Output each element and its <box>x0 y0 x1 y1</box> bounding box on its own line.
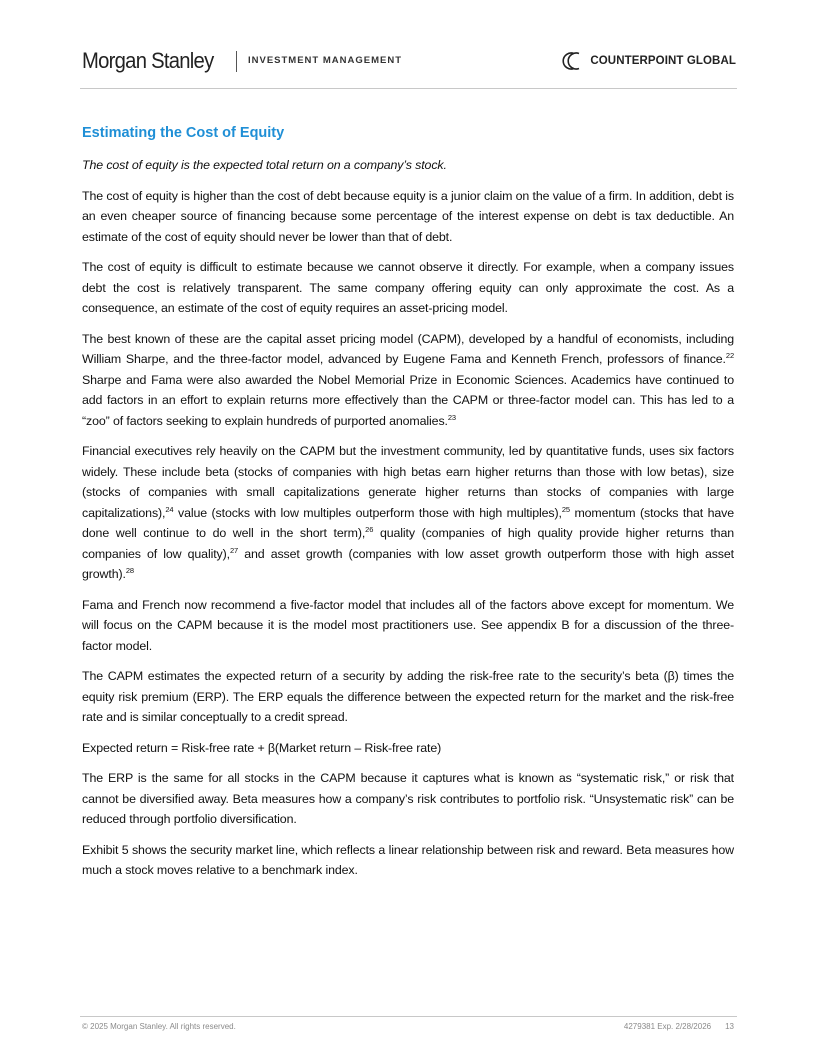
footnote-ref[interactable]: 25 <box>561 504 570 514</box>
paragraph-1: The cost of equity is higher than the cost of debt because equity is a junior claim on the value of a firm. In addition, debt is an even cheaper source of financing because some percentage of the interest expense on debt is tax deductible. An estimate of the cost of equity should never be lower than that of debt. <box>82 188 734 244</box>
paragraph-7: The ERP is the same for all stocks in the CAPM because it captures what is known as “systematic risk,” or risk that cannot be diversified away. Beta measures how a company’s risk contributes to portfolio risk. “Unsystematic risk” can be reduced through portfolio diversification. <box>82 771 734 826</box>
partner-name: COUNTERPOINT GLOBAL <box>590 55 736 67</box>
footnote-ref[interactable]: 26 <box>365 525 374 534</box>
paragraph-6: The CAPM estimates the expected return of a security by adding the risk-free rate to the security’s beta (β) times the equity risk premium (ERP). The ERP equals the difference between the expected return for the market and the risk-free rate and is similar conceptually to a credit spread. <box>82 669 734 724</box>
header-divider <box>80 88 737 89</box>
footnote-ref[interactable]: 22 <box>725 351 734 360</box>
footnote-ref[interactable]: 28 <box>125 566 134 575</box>
paragraph-5: Fama and French now recommend a five-factor model that includes all of the factors above except for momentum. We will focus on the CAPM because it is the model most practitioners use. See appendix B for a discussion of the three-factor model. <box>82 597 734 653</box>
capm-formula: Expected return = Risk-free rate + β(Market return – Risk-free rate) <box>82 740 442 755</box>
page-header <box>82 46 736 78</box>
footnote-ref[interactable]: 27 <box>229 545 239 555</box>
counterpoint-c-icon <box>560 50 584 72</box>
logo-divider <box>236 51 237 72</box>
footer-info <box>624 1022 734 1031</box>
footnote-ref[interactable]: 24 <box>165 504 174 514</box>
division-label: INVESTMENT MANAGEMENT <box>248 55 402 66</box>
main-content <box>82 124 734 891</box>
copyright-notice: © 2025 Morgan Stanley. All rights reserved. <box>82 1022 236 1031</box>
paragraph-8: Exhibit 5 shows the security market line, which reflects a linear relationship between risk and reward. Beta measures how much a stock moves relative to a benchmark index. <box>82 842 734 877</box>
footer-divider <box>80 1016 737 1017</box>
page-number: 13 <box>725 1022 734 1031</box>
lead-sentence: The cost of equity is the expected total return on a company’s stock. <box>82 158 447 172</box>
morgan-stanley-logo: Morgan Stanley <box>82 48 214 73</box>
footnote-ref[interactable]: 23 <box>447 412 456 422</box>
section-title: Estimating the Cost of Equity <box>82 125 285 141</box>
document-id: 4279381 Exp. 2/28/2026 <box>623 1022 712 1031</box>
paragraph-2: The cost of equity is difficult to estimate because we cannot observe it directly. For example, when a company issues debt the cost is relatively transparent. The same company offering equity can only approximate the cost. As a consequence, an estimate of the cost of equity requires an asset-pricing model. <box>82 260 734 315</box>
paragraph-4: Financial executives rely heavily on the CAPM but the investment community, led by quantitative funds, uses six factors widely. These include beta (stocks of companies with high betas earn higher returns than those with low betas), size (stocks of companies with small capitalizations generate higher returns than stocks of companies with large capitalizations),$^{24}$ value (stocks with low multiples outperform those with high multiples),$^{25}$ momentum (stocks that have done well continue to do well in the short term),$^{26}$ quality (companies of high quality provide higher returns than companies of low quality),$^{27}$ and asset growth (companies with low asset growth outperform those with high asset growth).$^{28}$ <box>82 444 735 581</box>
counterpoint-global-logo <box>560 50 736 72</box>
paragraph-3: The best known of these are the capital asset pricing model (CAPM), developed by a handful of economists, including William Sharpe, and the three-factor model, advanced by Eugene Fama and Kenneth French, professors of finance.$^{22}$ Sharpe and Fama were also awarded the Nobel Memorial Prize in Economic Sciences. Academics have continued to add factors in an effort to explain returns more effectively than the CAPM or three-factor model can. This has led to a “zoo” of factors seeking to explain hundreds of purported anomalies.$^{23}$ <box>82 331 734 428</box>
